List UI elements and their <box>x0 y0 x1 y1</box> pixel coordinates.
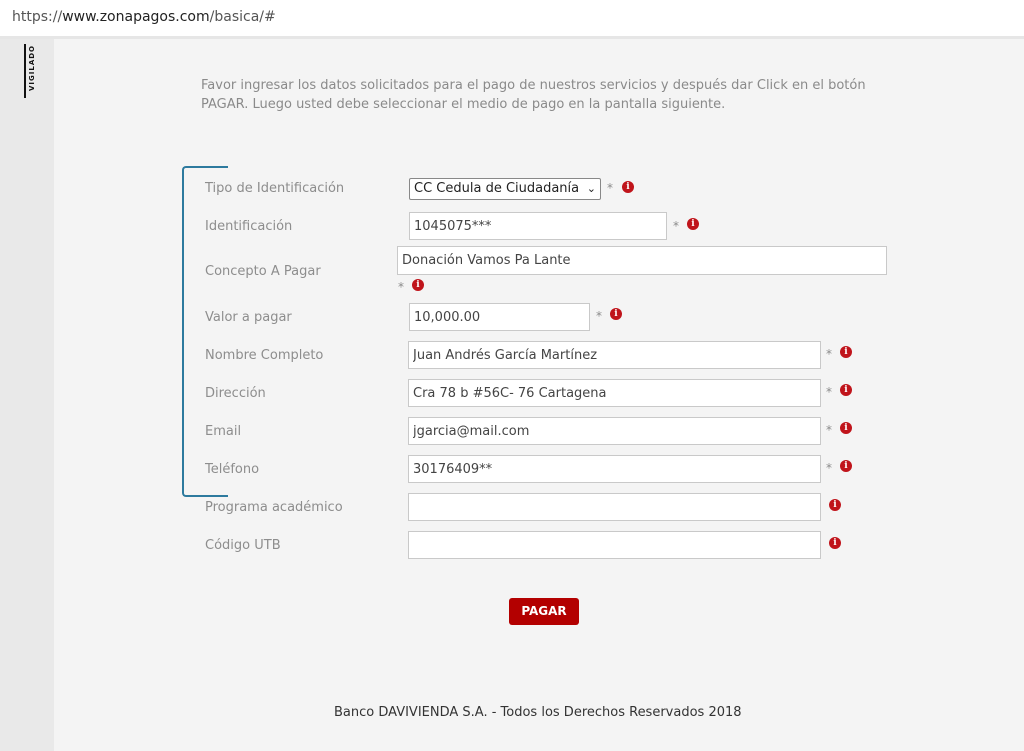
vigilado-text: VIGILADO <box>28 44 37 92</box>
required-mark: * <box>607 181 613 195</box>
programa-input[interactable] <box>408 493 821 521</box>
required-mark: * <box>826 461 832 475</box>
info-icon[interactable]: i <box>840 422 852 434</box>
info-icon[interactable]: i <box>829 537 841 549</box>
left-sidebar <box>0 39 54 751</box>
codigo-utb-input[interactable] <box>408 531 821 559</box>
required-mark: * <box>596 309 602 323</box>
info-icon[interactable]: i <box>829 499 841 511</box>
valor-label: Valor a pagar <box>205 310 292 325</box>
pagar-button[interactable]: PAGAR <box>509 598 579 625</box>
info-icon[interactable]: i <box>610 308 622 320</box>
browser-address-bar[interactable] <box>0 0 1024 37</box>
required-mark: * <box>826 423 832 437</box>
concepto-input[interactable] <box>397 246 887 275</box>
concepto-label: Concepto A Pagar <box>205 264 321 279</box>
tipo-identificacion-value: CC Cedula de Ciudadanía <box>414 181 580 196</box>
email-label: Email <box>205 424 242 439</box>
chevron-down-icon: ⌄ <box>586 182 596 195</box>
programa-label: Programa académico <box>205 500 343 515</box>
info-icon[interactable]: i <box>840 460 852 472</box>
tipo-identificacion-label: Tipo de Identificación <box>205 181 345 196</box>
footer-text: Banco DAVIVIENDA S.A. - Todos los Derechos Reservados 2018 <box>334 705 742 720</box>
telefono-label: Teléfono <box>205 462 260 477</box>
info-icon[interactable]: i <box>622 181 634 193</box>
direccion-input[interactable] <box>408 379 821 407</box>
direccion-label: Dirección <box>205 386 266 401</box>
info-icon[interactable]: i <box>840 346 852 358</box>
codigo-utb-label: Código UTB <box>205 538 281 553</box>
vigilado-badge <box>24 44 44 98</box>
required-mark: * <box>673 219 679 233</box>
required-mark: * <box>826 385 832 399</box>
identificacion-label: Identificación <box>205 219 293 234</box>
telefono-input[interactable] <box>408 455 821 483</box>
email-input[interactable] <box>408 417 821 445</box>
highlight-bracket <box>182 166 228 497</box>
intro-text: Favor ingresar los datos solicitados para el pago de nuestros servicios y después dar Click en el botón PAGAR. Luego usted debe seleccionar el medio de pago en la pantalla siguiente. <box>201 78 866 112</box>
required-mark: * <box>398 280 404 294</box>
info-icon[interactable]: i <box>687 218 699 230</box>
info-icon[interactable]: i <box>412 279 424 291</box>
tipo-identificacion-select[interactable] <box>409 178 601 200</box>
url-path: /basica/# <box>209 9 276 25</box>
url-domain: www.zonapagos.com <box>62 9 210 25</box>
url-text[interactable] <box>12 9 276 25</box>
nombre-input[interactable] <box>408 341 821 369</box>
info-icon[interactable]: i <box>840 384 852 396</box>
valor-input[interactable] <box>409 303 590 331</box>
identificacion-input[interactable] <box>409 212 667 240</box>
url-prefix: https:// <box>12 9 63 25</box>
required-mark: * <box>826 347 832 361</box>
nombre-label: Nombre Completo <box>205 348 324 363</box>
